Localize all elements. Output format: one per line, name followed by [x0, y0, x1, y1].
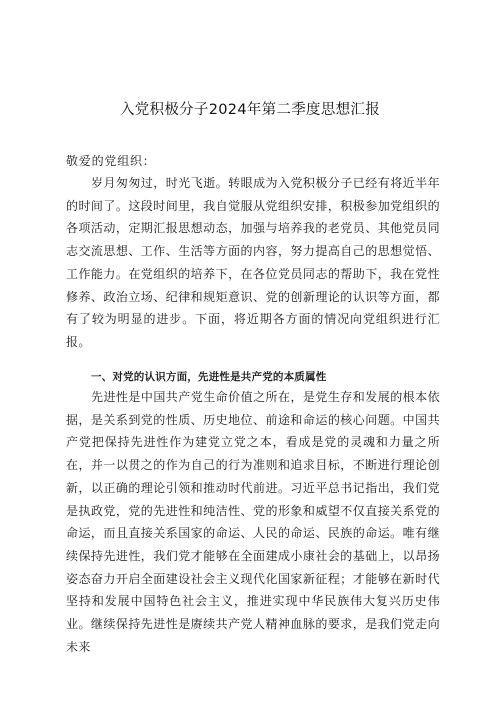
- section-heading: 一、对党的认识方面，先进性是共产党的本质属性: [91, 371, 327, 383]
- document-title: 入党积极分子2024年第二季度思想汇报: [119, 102, 381, 118]
- body-paragraph: 岁月匆匆过，时光飞逝。转眼成为入党积极分子已经有将近半年的时间了。这段时间里，我自觉服从党组织安排，积极参加党组织的各项活动，定期汇报思想动态，加强与培养我的老党员、其他党员同志交流思想、工作、生活等方面的内容，努力提高自己的思想觉悟、工作能力。在党组织的培养下，在各位党员同志的帮助下，我在党性修养、政治立场、纪律和规矩意识、党的创新理论的认识等方面，都有了较为明显的进步。下面，将近期各方面的情况向党组织进行汇报。: [66, 176, 440, 349]
- salutation: 敬爱的党组织：: [66, 154, 156, 168]
- body-paragraph: 先进性是中国共产党生命价值之所在，是党生存和发展的根本依据，是关系到党的性质、历史地位、前途和命运的核心问题。中国共产党把保持先进性作为建党立党之本，看成是党的灵魂和力量之所在，并一以贯之的作为自己的行为准则和追求目标，不断进行理论创新，以正确的理论引领和推动时代前进。习近平总书记指出，我们党是执政党，党的先进性和纯洁性、党的形象和威望不仅直接关系党的命运，而且直接关系国家的命运、人民的命运、民族的命运。唯有继续保持先进性，我们党才能够在全面建成小康社会的基础上，以昂扬姿态奋力开启全面建设社会主义现代化国家新征程；才能够在新时代坚持和发展中国特色社会主义，推进实现中华民族伟大复兴历史伟业。继续保持先进性是赓续共产党人精神血脉的要求，是我们党走向未来: [66, 390, 440, 654]
